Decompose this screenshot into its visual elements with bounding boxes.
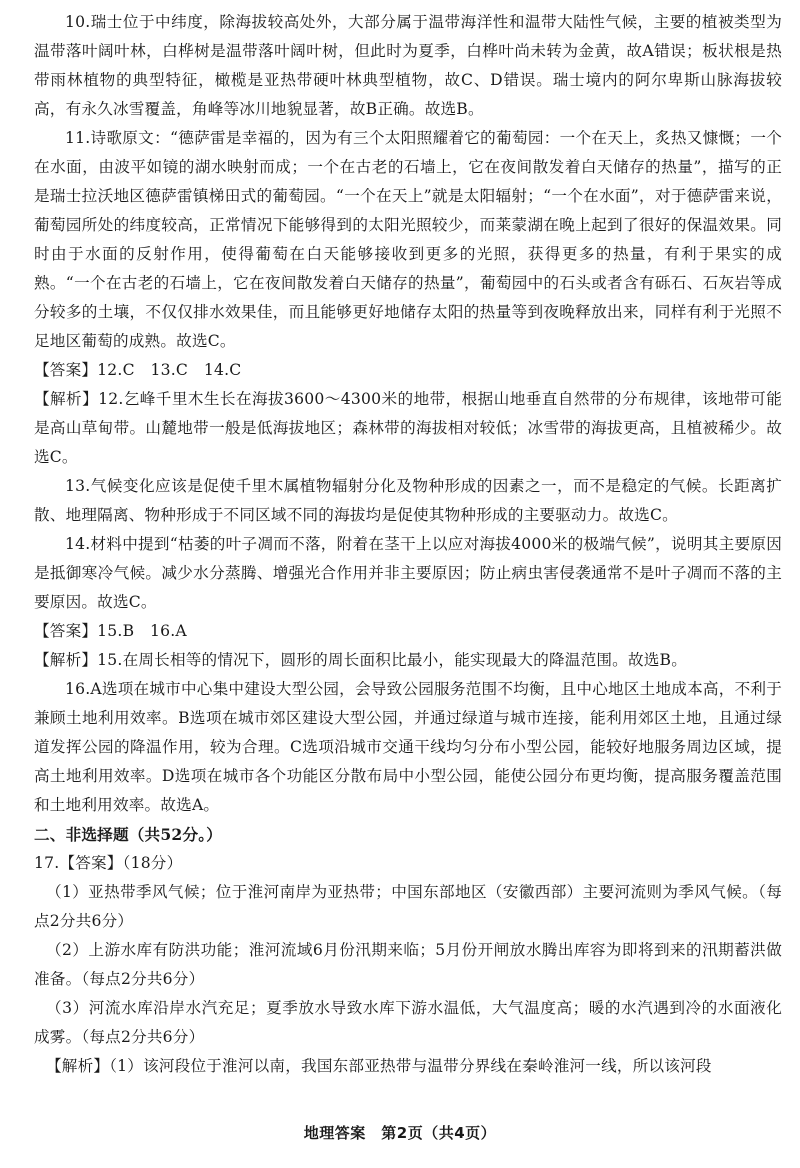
answer-10: 10.瑞士位于中纬度，除海拔较高处外，大部分属于温带海洋性和温带大陆性气候，主要的植被类型为温带落叶阔叶林，白桦树是温带落叶阔叶树，但此时为夏季，白桦叶尚未转为金黄，故A错误；板状根是热带雨林植物的典型特征，橄榄是亚热带硬叶林典型植物，故C、D错误。瑞士境内的阿尔卑斯山脉海拔较高，有永久冰雪覆盖，角峰等冰川地貌显著，故B正确。故选B。 — [34, 13, 782, 118]
answer-17-part-1: （1）亚热带季风气候；位于淮河南岸为亚热带；中国东部地区（安徽西部）主要河流则为季风气候。（每点2分共6分） — [34, 883, 782, 930]
analysis-14: 14.材料中提到“枯萎的叶子凋而不落，附着在茎干上以应对海拔4000米的极端气候”，说明其主要原因是抵御寒冷气候。减少水分蒸腾、增强光合作用并非主要原因；防止病虫害侵袭通常不是叶子凋而不落的主要原因。故选C。 — [34, 535, 782, 611]
answer-content — [34, 8, 782, 1081]
answer-17-part-3: （3）河流水库沿岸水汽充足；夏季放水导致水库下游水温低，大气温度高；暖的水汽遇到冷的水面液化成雾。（每点2分共6分） — [34, 999, 782, 1046]
answer-11: 11.诗歌原文：“德萨雷是幸福的，因为有三个太阳照耀着它的葡萄园：一个在天上，炙热又慷慨；一个在水面，由波平如镜的湖水映射而成；一个在古老的石墙上，它在夜间散发着白天储存的热量”，描写的正是瑞士拉沃地区德萨雷镇梯田式的葡萄园。“一个在天上”就是太阳辐射；“一个在水面”，对于德萨雷来说，葡萄园所处的纬度较高，正常情况下能够得到的太阳光照较少，而莱蒙湖在晚上起到了很好的保温效果。同时由于水面的反射作用，使得葡萄在白天能够接收到更多的光照，获得更多的热量，有利于果实的成熟。“一个在古老的石墙上，它在夜间散发着白天储存的热量”，葡萄园中的石头或者含有砾石、石灰岩等成分较多的土壤，不仅仅排水效果佳，而且能够更好地储存太阳的热量等到夜晚释放出来，同样有利于光照不足地区葡萄的成熟。故选C。 — [34, 129, 782, 350]
analysis-12: 【解析】12.乞峰千里木生长在海拔3600～4300米的地带，根据山地垂直自然带的分布规律，该地带可能是高山草甸带。山麓地带一般是低海拔地区；森林带的海拔相对较低；冰雪带的海拔更高，且植被稀少。故选C。 — [34, 390, 782, 466]
analysis-15: 【解析】15.在周长相等的情况下，圆形的周长面积比最小，能实现最大的降温范围。故选B。 — [34, 651, 688, 669]
answer-17-heading: 17.【答案】（18分） — [34, 854, 183, 872]
section-title-non-choice: 二、非选择题（共52分。） — [34, 825, 223, 844]
analysis-13: 13.气候变化应该是促使千里木属植物辐射分化及物种形成的因素之一，而不是稳定的气候。长距离扩散、地理隔离、物种形成于不同区域不同的海拔均是促使其物种形成的主要驱动力。故选C。 — [34, 477, 782, 524]
analysis-16: 16.A选项在城市中心集中建设大型公园，会导致公园服务范围不均衡，且中心地区土地成本高，不利于兼顾土地利用效率。B选项在城市郊区建设大型公园，并通过绿道与城市连接，能利用郊区土地，且通过绿道发挥公园的降温作用，较为合理。C选项沿城市交通干线均匀分布小型公园，能较好地服务周边区域，提高土地利用效率。D选项在城市各个功能区分散布局中小型公园，能使公园分布更均衡，提高服务覆盖范围和土地利用效率。故选A。 — [34, 680, 782, 814]
answer-key-12-14: 【答案】12.C 13.C 14.C — [34, 361, 242, 379]
answer-17-part-2: （2）上游水库有防洪功能；淮河流域6月份汛期来临；5月份开闸放水腾出库容为即将到来的汛期蓄洪做准备。（每点2分共6分） — [34, 941, 782, 988]
answer-key-15-16: 【答案】15.B 16.A — [34, 622, 187, 640]
analysis-17-part-1: 【解析】（1）该河段位于淮河以南，我国东部亚热带与温带分界线在秦岭淮河一线，所以该河段 — [46, 1057, 712, 1075]
page-footer: 地理答案 第2页（共4页） — [303, 1124, 497, 1142]
